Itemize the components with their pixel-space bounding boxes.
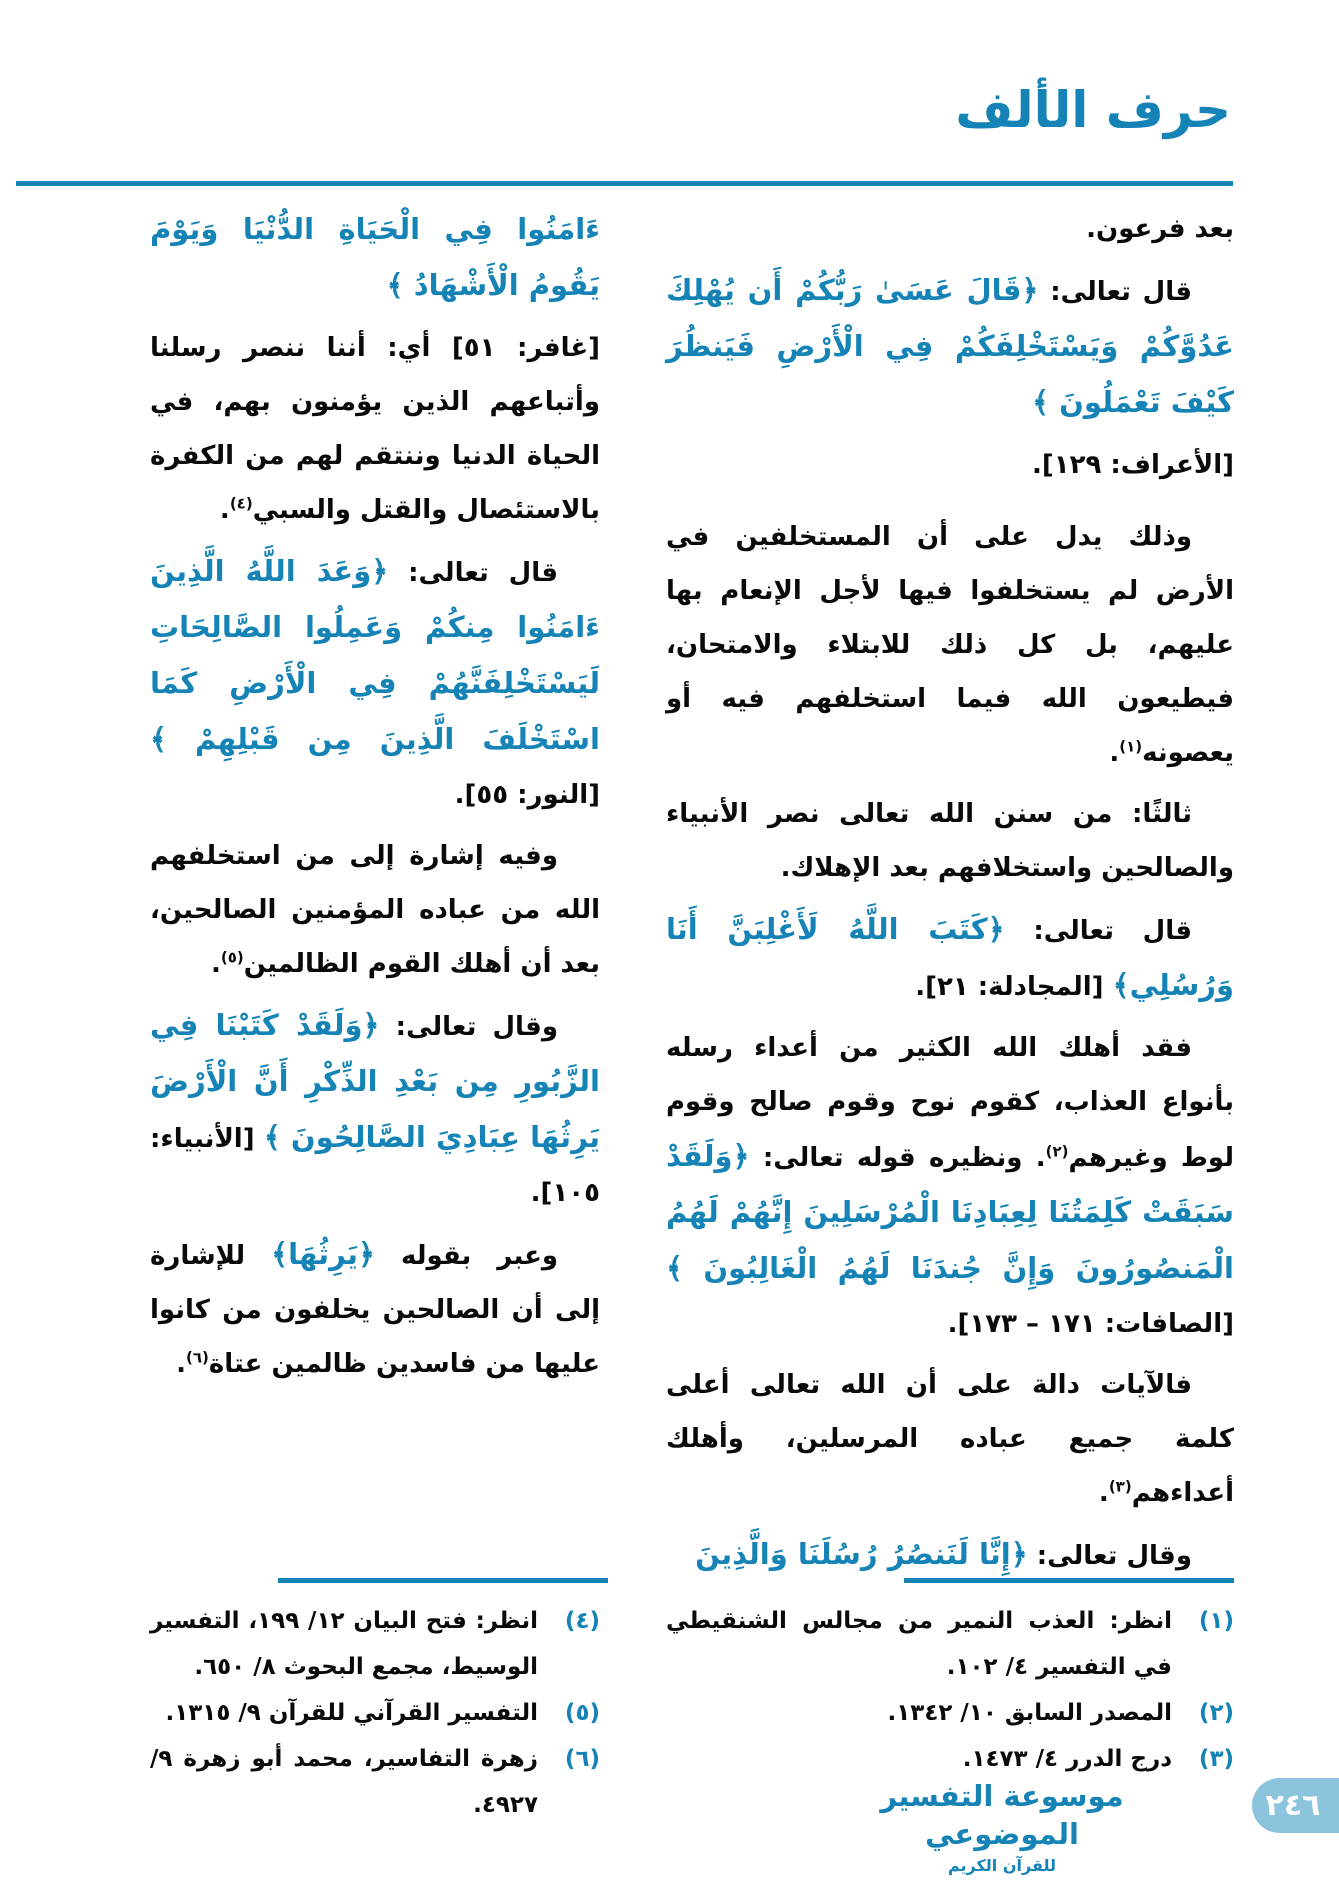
footnote — [666, 1736, 1234, 1782]
paragraph — [666, 1358, 1234, 1520]
logo-title-calligraphy: موسوعة التفسير الموضوعي — [880, 1779, 1124, 1851]
body-column-left — [150, 202, 600, 1398]
footnote-number: (٤) — [564, 1608, 600, 1634]
footnote-text: انظر: العذب النمير من مجالس الشنقيطي في التفسير ٤/ ١٠٢. — [666, 1608, 1172, 1680]
page-body — [150, 202, 1234, 1590]
paragraph — [150, 1227, 600, 1391]
footnote-text: انظر: فتح البيان ١٢/ ١٩٩، التفسير الوسيط، مجمع البحوث ٨/ ٦٥٠. — [150, 1608, 538, 1680]
quran-verse: ﴿إِنَّا لَنَنصُرُ رُسُلَنَا وَالَّذِينَ — [695, 1537, 1028, 1571]
quran-verse: ﴿كَتَبَ اللَّهُ لَأَغْلِبَنَّ أَنَا وَرُسُلِي﴾ — [666, 912, 1234, 1002]
body-text: بعد فرعون. — [1086, 214, 1234, 244]
footnote — [150, 1736, 600, 1828]
body-text: ثالثًا: — [1131, 799, 1192, 829]
body-text: . — [1109, 738, 1120, 768]
paragraph — [150, 544, 600, 822]
body-text: قال تعالى: — [1004, 916, 1192, 946]
footnote — [150, 1690, 600, 1736]
body-text: [الأعراف: ١٢٩]. — [1031, 450, 1234, 480]
body-text: وذلك يدل على أن المستخلفين في الأرض لم يستخلفوا فيها لأجل الإنعام بها عليهم، بل كل ذلك للابتلاء والامتحان، فيطيعون الله فيما استخلفهم فيه أو يعصونه — [666, 522, 1234, 768]
footnotes-column-right — [666, 1598, 1234, 1782]
footnote-separator-right — [904, 1578, 1234, 1583]
footnote-ref-marker: (٥) — [220, 948, 244, 967]
body-text: وعبر بقوله — [375, 1241, 559, 1271]
body-text: [غافر: ٥١] أي: أننا ننصر رسلنا وأتباعهم الذين يؤمنون بهم، في الحياة الدنيا وننتقم لهم من الكفرة بالاستئصال والقتل والسبي — [150, 333, 600, 525]
footnote — [666, 1690, 1234, 1736]
chapter-heading: حرف الألف — [955, 81, 1231, 139]
body-text: وقال تعالى: — [379, 1012, 558, 1042]
paragraph — [150, 202, 600, 314]
body-text: [النور: ٥٥]. — [454, 780, 600, 810]
body-text: قال تعالى: — [388, 558, 558, 588]
body-text: فالآيات دالة على أن الله تعالى أعلى كلمة جميع عباده المرسلين، وأهلك أعداءهم — [666, 1370, 1234, 1508]
page-number-tab — [1252, 1778, 1339, 1833]
body-text: [الأنبياء: ١٠٥]. — [150, 1124, 600, 1208]
footnote-ref-marker: (٦) — [186, 1348, 209, 1367]
body-text: . — [176, 1349, 187, 1379]
header-rule — [16, 181, 1233, 186]
quran-verse: ﴿وَلَقَدْ كَتَبْنَا فِي الزَّبُورِ مِن بَعْدِ الذِّكْرِ أَنَّ الْأَرْضَ يَرِثُهَا عِبَادِيَ الصَّالِحُونَ ﴾ — [150, 1008, 600, 1154]
paragraph — [666, 438, 1234, 492]
logo-subtitle-calligraphy: للقرآن الكريم — [947, 1856, 1057, 1876]
paragraph — [666, 1021, 1234, 1351]
paragraph — [666, 202, 1234, 256]
body-text: . — [1098, 1478, 1109, 1508]
body-text: . — [219, 495, 230, 525]
paragraph — [666, 787, 1234, 895]
body-text: [الصافات: ١٧١ – ١٧٣]. — [947, 1309, 1234, 1339]
page-number: ٢٤٦ — [1265, 1788, 1321, 1823]
footnote-text: التفسير القرآني للقرآن ٩/ ١٣١٥. — [165, 1700, 538, 1726]
footnote-text: زهرة التفاسير، محمد أبو زهرة ٩/ ٤٩٢٧. — [150, 1746, 538, 1818]
footnote — [666, 1598, 1234, 1690]
footnote-ref-marker: (٢) — [1045, 1142, 1069, 1161]
body-text: قال تعالى: — [1038, 277, 1192, 307]
body-text: وفيه إشارة إلى من استخلفهم الله من عباده المؤمنين الصالحين، بعد أن أهلك القوم الظالمين — [150, 841, 600, 979]
footnote-ref-marker: (٤) — [229, 494, 253, 513]
footnote-text: المصدر السابق ١٠/ ١٣٤٢. — [887, 1700, 1172, 1726]
paragraph — [150, 998, 600, 1220]
footnote — [150, 1598, 600, 1690]
quran-verse: ﴿يَرِثُهَا﴾ — [271, 1237, 375, 1271]
paragraph — [666, 1527, 1234, 1583]
paragraph — [666, 510, 1234, 780]
footnote-number: (٥) — [564, 1700, 600, 1726]
quran-verse: ﴿وَعَدَ اللَّهُ الَّذِينَ ءَامَنُوا مِنكُمْ وَعَمِلُوا الصَّالِحَاتِ لَيَسْتَخْلِفَنَّهُمْ فِي الْأَرْضِ كَمَا اسْتَخْلَفَ الَّذِينَ مِن قَبْلِهِمْ ﴾ — [150, 554, 600, 756]
body-text: من سنن الله تعالى نصر الأنبياء والصالحين واستخلافهم بعد الإهلاك. — [666, 799, 1234, 883]
body-text: للإشارة إلى أن الصالحين يخلفون من كانوا عليها من فاسدين ظالمين عتاة — [150, 1241, 600, 1379]
quran-verse: ﴿وَلَقَدْ سَبَقَتْ كَلِمَتُنَا لِعِبَادِنَا الْمُرْسَلِينَ إِنَّهُمْ لَهُمُ الْمَنصُورُونَ وَإِنَّ جُندَنَا لَهُمُ الْغَالِبُونَ ﴾ — [666, 1139, 1234, 1285]
paragraph — [150, 829, 600, 991]
paragraph — [150, 321, 600, 537]
body-column-right — [666, 202, 1234, 1590]
body-text: وقال تعالى: — [1027, 1541, 1192, 1571]
footnote-ref-marker: (١) — [1119, 737, 1143, 756]
footnotes-column-left — [150, 1598, 600, 1828]
body-text: فقد أهلك الله الكثير من أعداء رسله بأنواع العذاب، كقوم نوح وقوم صالح وقوم لوط وغيرهم — [666, 1033, 1234, 1173]
footnote-number: (٢) — [1198, 1700, 1234, 1726]
body-text: . ونظيره قوله تعالى: — [749, 1143, 1046, 1173]
paragraph — [666, 263, 1234, 431]
quran-verse: ﴿قَالَ عَسَىٰ رَبُّكُمْ أَن يُهْلِكَ عَدُوَّكُمْ وَيَسْتَخْلِفَكُمْ فِي الْأَرْضِ فَيَنظُرَ كَيْفَ تَعْمَلُونَ ﴾ — [666, 273, 1234, 419]
footnote-number: (٣) — [1198, 1746, 1234, 1772]
publisher-logo — [852, 1778, 1152, 1875]
footnote-number: (٦) — [564, 1746, 600, 1772]
footnote-text: درج الدرر ٤/ ١٤٧٣. — [962, 1746, 1172, 1772]
footnote-number: (١) — [1198, 1608, 1234, 1634]
body-text: . — [210, 949, 221, 979]
body-text: [المجادلة: ٢١]. — [915, 972, 1113, 1002]
footnote-ref-marker: (٣) — [1108, 1477, 1132, 1496]
footnote-separator-left — [278, 1578, 608, 1583]
quran-verse: ءَامَنُوا فِي الْحَيَاةِ الدُّنْيَا وَيَوْمَ يَقُومُ الْأَشْهَادُ ﴾ — [150, 212, 600, 302]
paragraph — [666, 902, 1234, 1014]
